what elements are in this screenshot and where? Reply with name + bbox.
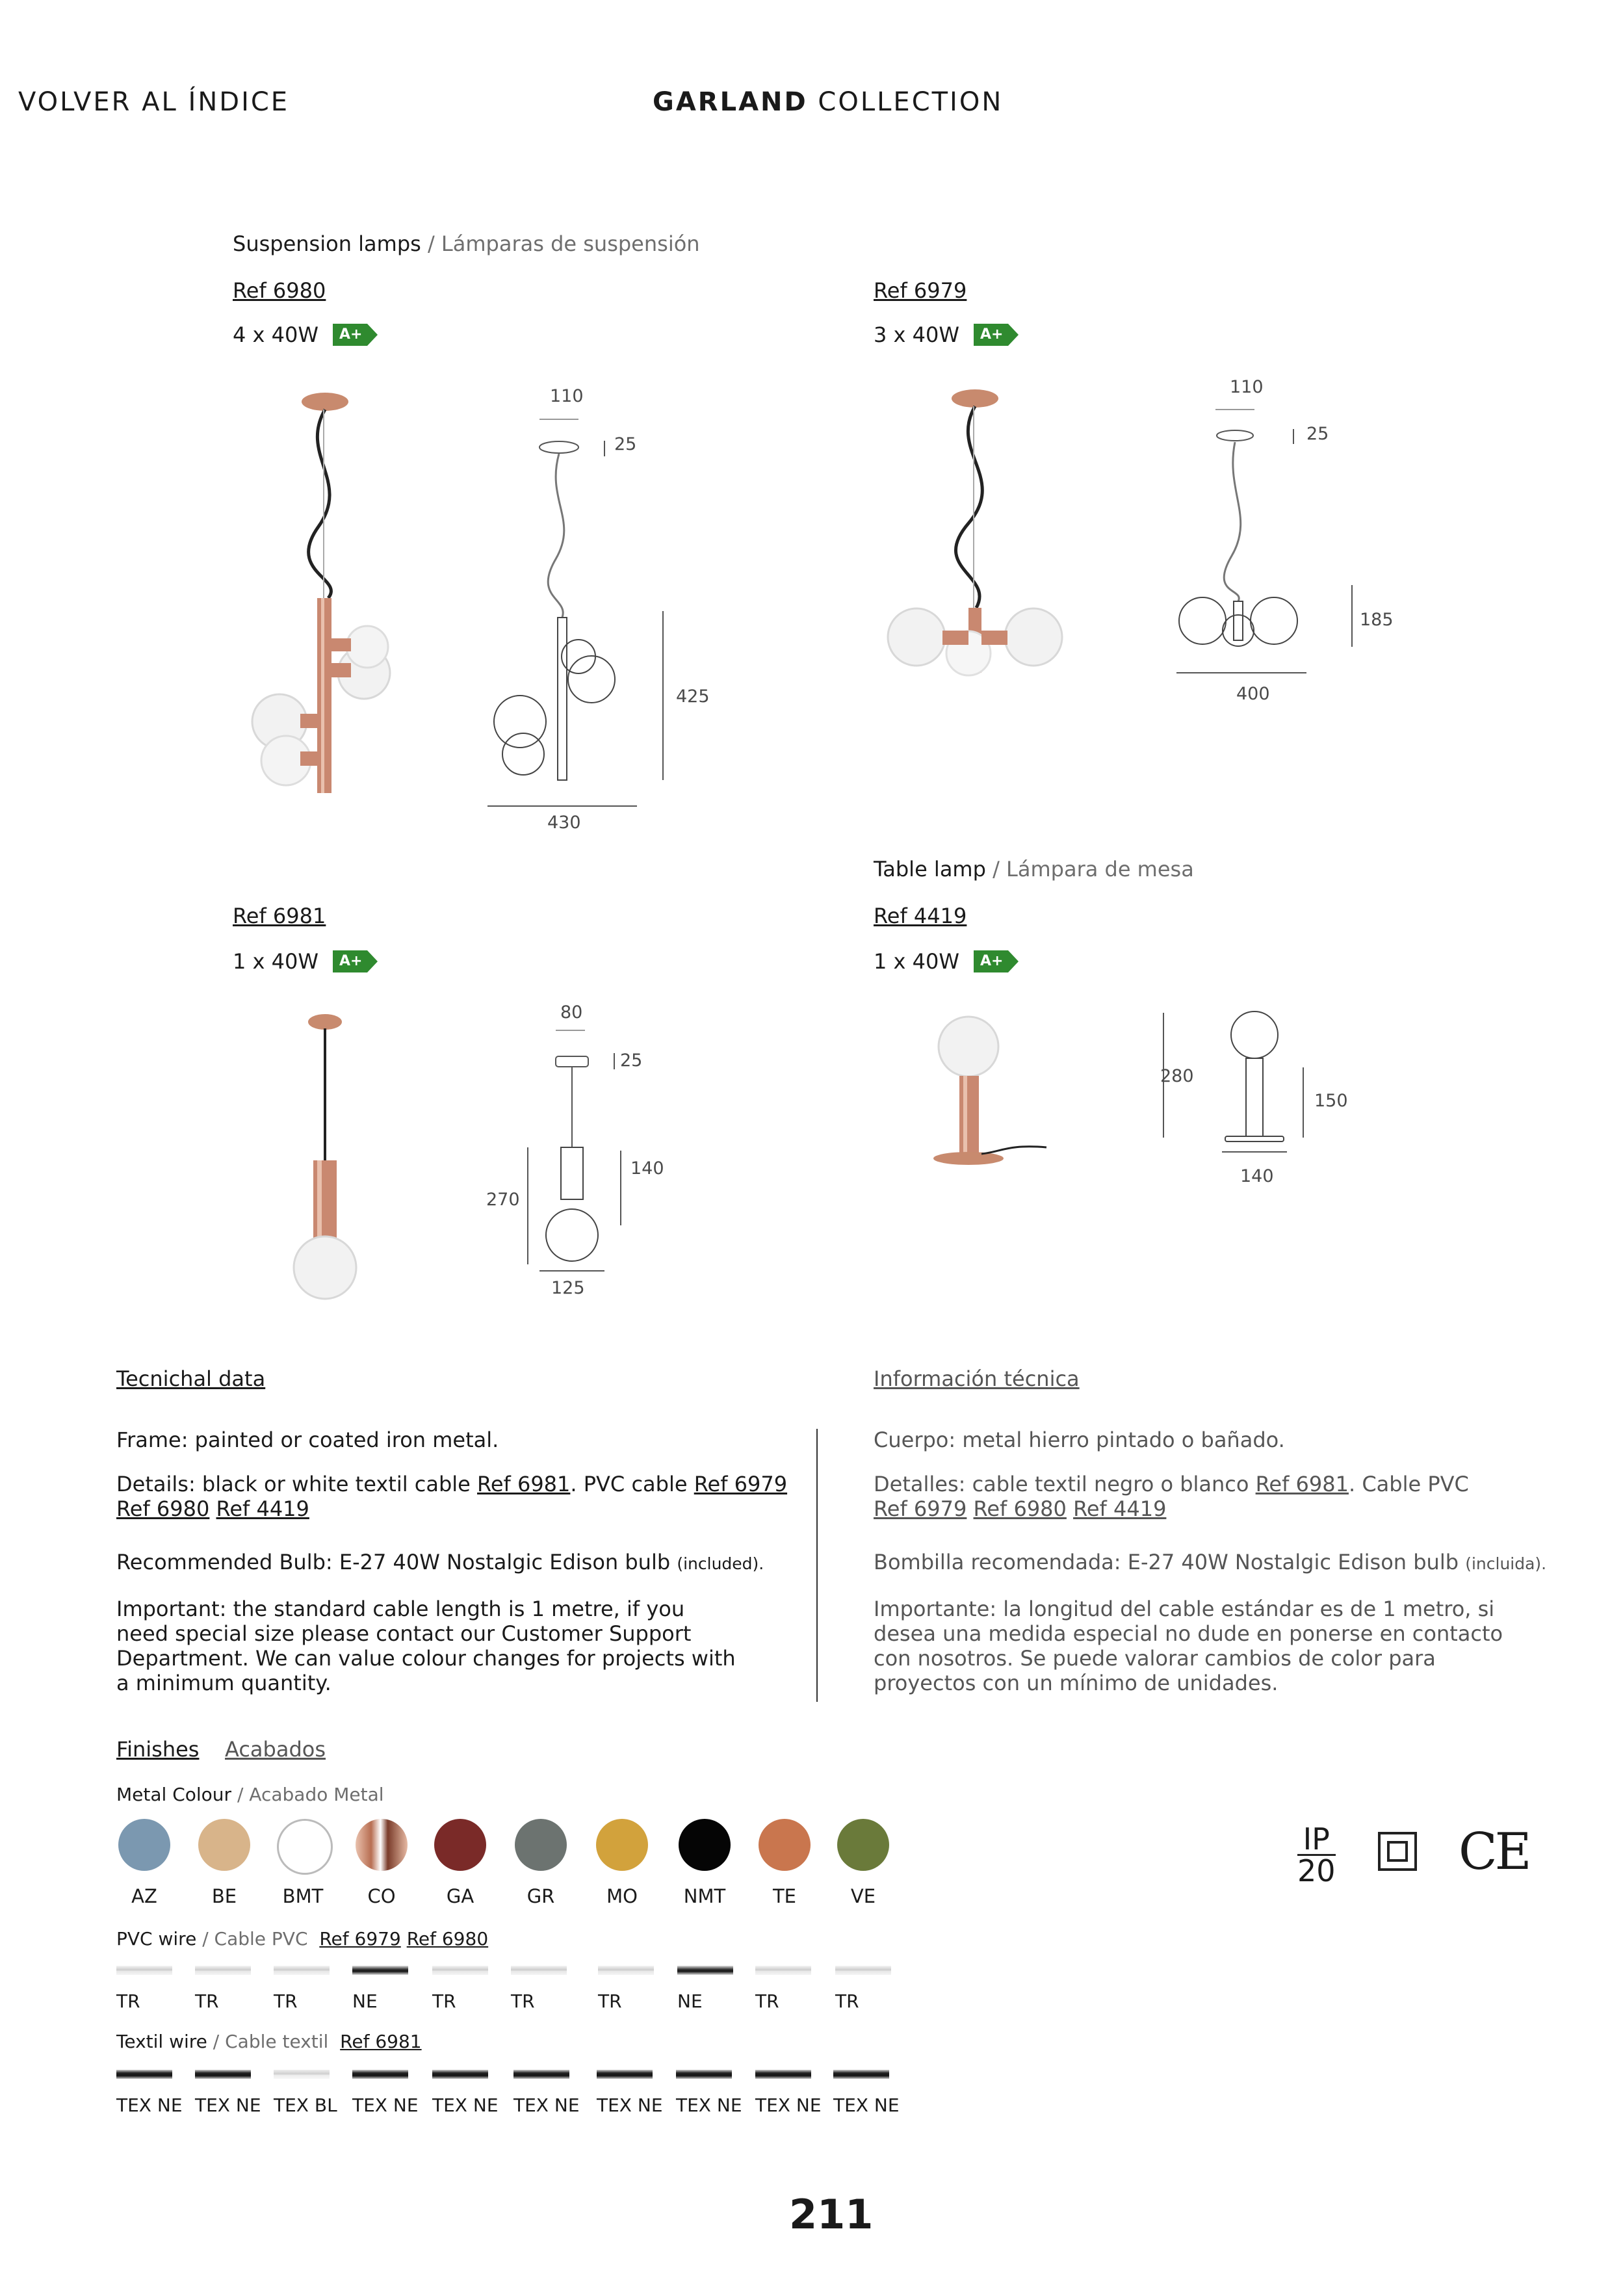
bulb-note: (included). — [677, 1554, 764, 1573]
dim-4419-height: 280 — [1160, 1066, 1194, 1086]
textil-wire-sample — [195, 2070, 251, 2079]
dim-6981-top: 80 — [560, 1002, 583, 1023]
swatch-code: GA — [446, 1885, 474, 1907]
textil-wire-label — [116, 2031, 422, 2052]
swatch-te — [759, 1819, 811, 1871]
details-ref-link[interactable]: Ref 6980 — [973, 1496, 1067, 1521]
tech-bulb-es — [874, 1550, 1546, 1576]
details-text: . Cable PVC — [1348, 1472, 1469, 1496]
details-ref-link[interactable]: Ref 4419 — [1073, 1496, 1167, 1521]
tech-important-es — [874, 1597, 1589, 1695]
swatch-code: BMT — [282, 1885, 324, 1907]
pvc-wire-code: TR — [432, 1990, 456, 2012]
textil-ref-link[interactable]: Ref 6981 — [340, 2031, 422, 2052]
metal-label-sep: / — [231, 1784, 250, 1805]
metal-label-en: Metal Colour — [116, 1784, 232, 1805]
details-text: Detalles: cable textil negro o blanco — [874, 1472, 1256, 1496]
textil-wire-code: TEX NE — [676, 2094, 742, 2116]
dim-4419-body: 150 — [1314, 1091, 1348, 1111]
important-line: desea una medida especial no dude en ponerse en contacto — [874, 1621, 1503, 1646]
ref-6980-link[interactable]: Ref 6980 — [233, 278, 326, 303]
swatch-gr — [515, 1819, 567, 1871]
textil-wire-code: TEX BL — [274, 2094, 337, 2116]
textil-wire-sample — [597, 2070, 653, 2079]
bulb-text: Recommended Bulb: E-27 40W Nostalgic Edison bulb — [116, 1550, 677, 1574]
dim-6980-width: 430 — [547, 813, 581, 833]
pvc-wire-code: TR — [755, 1990, 779, 2012]
textil-wire-sample — [274, 2070, 330, 2079]
ce-mark-icon: CE — [1459, 1823, 1529, 1881]
important-line: a minimum quantity. — [116, 1671, 331, 1695]
pvc-wire-code: TR — [116, 1990, 140, 2012]
pvc-wire-code: TR — [511, 1990, 535, 2012]
power-label: 3 x 40W — [874, 322, 959, 347]
details-ref-link[interactable]: Ref 4419 — [216, 1496, 309, 1521]
textil-wire-sample — [116, 2070, 172, 2079]
swatch-code: TE — [772, 1885, 797, 1907]
finishes-tab-en[interactable]: Finishes — [116, 1737, 200, 1762]
pvc-label-es: Cable PVC — [214, 1928, 308, 1950]
pvc-wire-sample — [511, 1966, 567, 1975]
suspension-title-sep: / — [421, 231, 441, 256]
textil-wire-sample — [833, 2070, 889, 2079]
pvc-wire-code: TR — [598, 1990, 622, 2012]
textil-wire-sample — [352, 2070, 408, 2079]
power-label: 4 x 40W — [233, 322, 318, 347]
dim-6980-height: 425 — [676, 686, 710, 707]
ref-6979-link[interactable]: Ref 6979 — [874, 278, 967, 303]
swatch-code: BE — [211, 1885, 237, 1907]
finishes-tab-es[interactable]: Acabados — [225, 1737, 326, 1762]
pvc-wire-sample — [677, 1966, 733, 1975]
tech-data-title[interactable]: Tecnichal data — [116, 1366, 266, 1391]
power-label: 1 x 40W — [233, 949, 318, 974]
ip-rating: 20 — [1297, 1853, 1336, 1888]
tech-frame-es: Cuerpo: metal hierro pintado o bañado. — [874, 1428, 1285, 1452]
textil-wire-sample — [676, 2070, 732, 2079]
pvc-wire-sample — [598, 1966, 654, 1975]
ref-6981-link[interactable]: Ref 6981 — [233, 904, 326, 928]
swatch-nmt — [679, 1819, 731, 1871]
textil-wire-sample — [755, 2070, 811, 2079]
back-to-index-link[interactable]: VOLVER AL ÍNDICE — [18, 87, 290, 117]
table-title-sep: / — [985, 857, 1007, 881]
pvc-wire-sample — [835, 1966, 891, 1975]
pvc-wire-code: NE — [352, 1990, 378, 2012]
tech-details-es — [874, 1472, 1556, 1521]
dim-6979-top: 110 — [1230, 377, 1264, 397]
power-label: 1 x 40W — [874, 949, 959, 974]
pvc-label-sep: / — [196, 1928, 214, 1950]
dim-6981-width: 125 — [551, 1278, 585, 1298]
important-line: con nosotros. Se puede valorar cambios de color para — [874, 1646, 1436, 1671]
ref-4419-power — [874, 949, 1008, 974]
metal-label-es: Acabado Metal — [249, 1784, 384, 1805]
ip-label: IP — [1297, 1824, 1336, 1856]
pvc-label-en: PVC wire — [116, 1928, 197, 1950]
ref-4419-link[interactable]: Ref 4419 — [874, 904, 967, 928]
swatch-code: GR — [526, 1885, 555, 1907]
ref-6979-drawing — [1170, 406, 1391, 679]
swatch-code: MO — [606, 1885, 638, 1907]
collection-title-bold: GARLAND — [653, 87, 808, 117]
table-title-en: Table lamp — [874, 857, 986, 881]
details-ref-link[interactable]: Ref 6981 — [1255, 1472, 1349, 1496]
tech-bulb-en — [116, 1550, 764, 1576]
pvc-wire-code: TR — [274, 1990, 298, 2012]
swatch-code: VE — [850, 1885, 876, 1907]
pvc-wire-sample — [352, 1966, 408, 1975]
pvc-wire-code: NE — [677, 1990, 703, 2012]
column-divider — [816, 1429, 818, 1702]
important-line: Importante: la longitud del cable estándar es de 1 metro, si — [874, 1597, 1495, 1621]
pvc-wire-code: TR — [835, 1990, 859, 2012]
suspension-section-title — [233, 231, 700, 256]
details-text: Details: black or white textil cable — [116, 1472, 478, 1496]
tech-frame-en: Frame: painted or coated iron metal. — [116, 1428, 499, 1452]
details-ref-link[interactable]: Ref 6979 — [874, 1496, 967, 1521]
metal-colour-label — [116, 1784, 384, 1805]
pvc-ref-link[interactable]: Ref 6979 — [319, 1928, 401, 1950]
swatch-code: NMT — [683, 1885, 726, 1907]
swatch-az — [118, 1819, 170, 1871]
textil-label-es: Cable textil — [225, 2031, 329, 2052]
swatch-code: AZ — [131, 1885, 157, 1907]
swatch-ga — [434, 1819, 486, 1871]
dim-4419-width: 140 — [1240, 1166, 1274, 1186]
collection-title-rest: COLLECTION — [807, 87, 1004, 117]
dim-6979-canopy: 25 — [1306, 424, 1329, 444]
textil-wire-code: TEX NE — [755, 2094, 822, 2116]
textil-wire-code: TEX NE — [833, 2094, 900, 2116]
dim-6981-body: 140 — [630, 1158, 664, 1179]
pvc-ref-link[interactable]: Ref 6980 — [406, 1928, 489, 1950]
tech-info-title-es[interactable]: Información técnica — [874, 1366, 1080, 1391]
textil-wire-code: TEX NE — [195, 2094, 261, 2116]
ref-6981-photo — [279, 1008, 370, 1313]
pvc-wire-label — [116, 1928, 488, 1950]
textil-label-sep: / — [207, 2031, 226, 2052]
energy-badge: A+ — [974, 950, 1008, 972]
swatch-mo — [596, 1819, 648, 1871]
ref-6980-power — [233, 322, 367, 347]
swatch-code: CO — [367, 1885, 396, 1907]
ip20-icon — [1297, 1821, 1336, 1888]
table-section-title — [874, 857, 1194, 881]
textil-wire-code: TEX NE — [597, 2094, 663, 2116]
important-line: proyectos con un mínimo de unidades. — [874, 1671, 1279, 1695]
details-ref-link[interactable]: Ref 6980 — [116, 1496, 210, 1521]
energy-badge: A+ — [333, 950, 367, 972]
dim-6981-canopy: 25 — [620, 1050, 643, 1071]
swatch-bmt — [277, 1819, 333, 1875]
ref-6979-power — [874, 322, 1008, 347]
pvc-wire-sample — [755, 1966, 811, 1975]
dim-6979-height: 185 — [1360, 610, 1394, 630]
suspension-title-en: Suspension lamps — [233, 231, 421, 256]
textil-label-en: Textil wire — [116, 2031, 207, 2052]
pvc-wire-sample — [116, 1966, 172, 1975]
table-title-es: Lámpara de mesa — [1006, 857, 1194, 881]
ref-4419-photo — [923, 1008, 1066, 1177]
suspension-title-es: Lámparas de suspensión — [441, 231, 700, 256]
details-ref-link[interactable]: Ref 6981 — [477, 1472, 571, 1496]
textil-wire-code: TEX NE — [352, 2094, 419, 2116]
dim-6979-width: 400 — [1236, 684, 1270, 704]
ref-6980-drawing — [474, 416, 682, 819]
textil-wire-sample — [432, 2070, 488, 2079]
bulb-text: Bombilla recomendada: E-27 40W Nostalgic Edison bulb — [874, 1550, 1466, 1574]
important-line: Important: the standard cable length is 1 metre, if you — [116, 1597, 685, 1621]
ref-6981-power — [233, 949, 367, 974]
details-text: . PVC cable — [570, 1472, 694, 1496]
class-ii-icon — [1378, 1832, 1417, 1871]
details-ref-link[interactable]: Ref 6979 — [694, 1472, 788, 1496]
swatch-co — [356, 1819, 408, 1871]
dim-6981-height: 270 — [486, 1190, 520, 1210]
bulb-note: (incluida). — [1465, 1554, 1547, 1573]
pvc-wire-code: TR — [195, 1990, 219, 2012]
dim-6980-top: 110 — [550, 386, 584, 406]
collection-title — [653, 87, 1003, 117]
textil-wire-code: TEX NE — [432, 2094, 499, 2116]
pvc-wire-sample — [274, 1966, 330, 1975]
ref-6980-photo — [227, 384, 422, 806]
page-number: 211 — [789, 2191, 874, 2238]
important-line: Department. We can value colour changes for projects with — [116, 1646, 736, 1671]
textil-wire-sample — [513, 2070, 569, 2079]
swatch-be — [198, 1819, 250, 1871]
important-line: need special size please contact our Customer Support — [116, 1621, 692, 1646]
energy-badge: A+ — [974, 324, 1008, 346]
swatch-ve — [837, 1819, 889, 1871]
dim-6980-canopy: 25 — [614, 434, 637, 454]
tech-details-en — [116, 1472, 799, 1521]
energy-badge: A+ — [333, 324, 367, 346]
pvc-wire-sample — [195, 1966, 251, 1975]
ref-6979-photo — [871, 380, 1085, 686]
pvc-wire-sample — [432, 1966, 488, 1975]
textil-wire-code: TEX NE — [513, 2094, 580, 2116]
textil-wire-code: TEX NE — [116, 2094, 183, 2116]
tech-important-en — [116, 1597, 818, 1695]
